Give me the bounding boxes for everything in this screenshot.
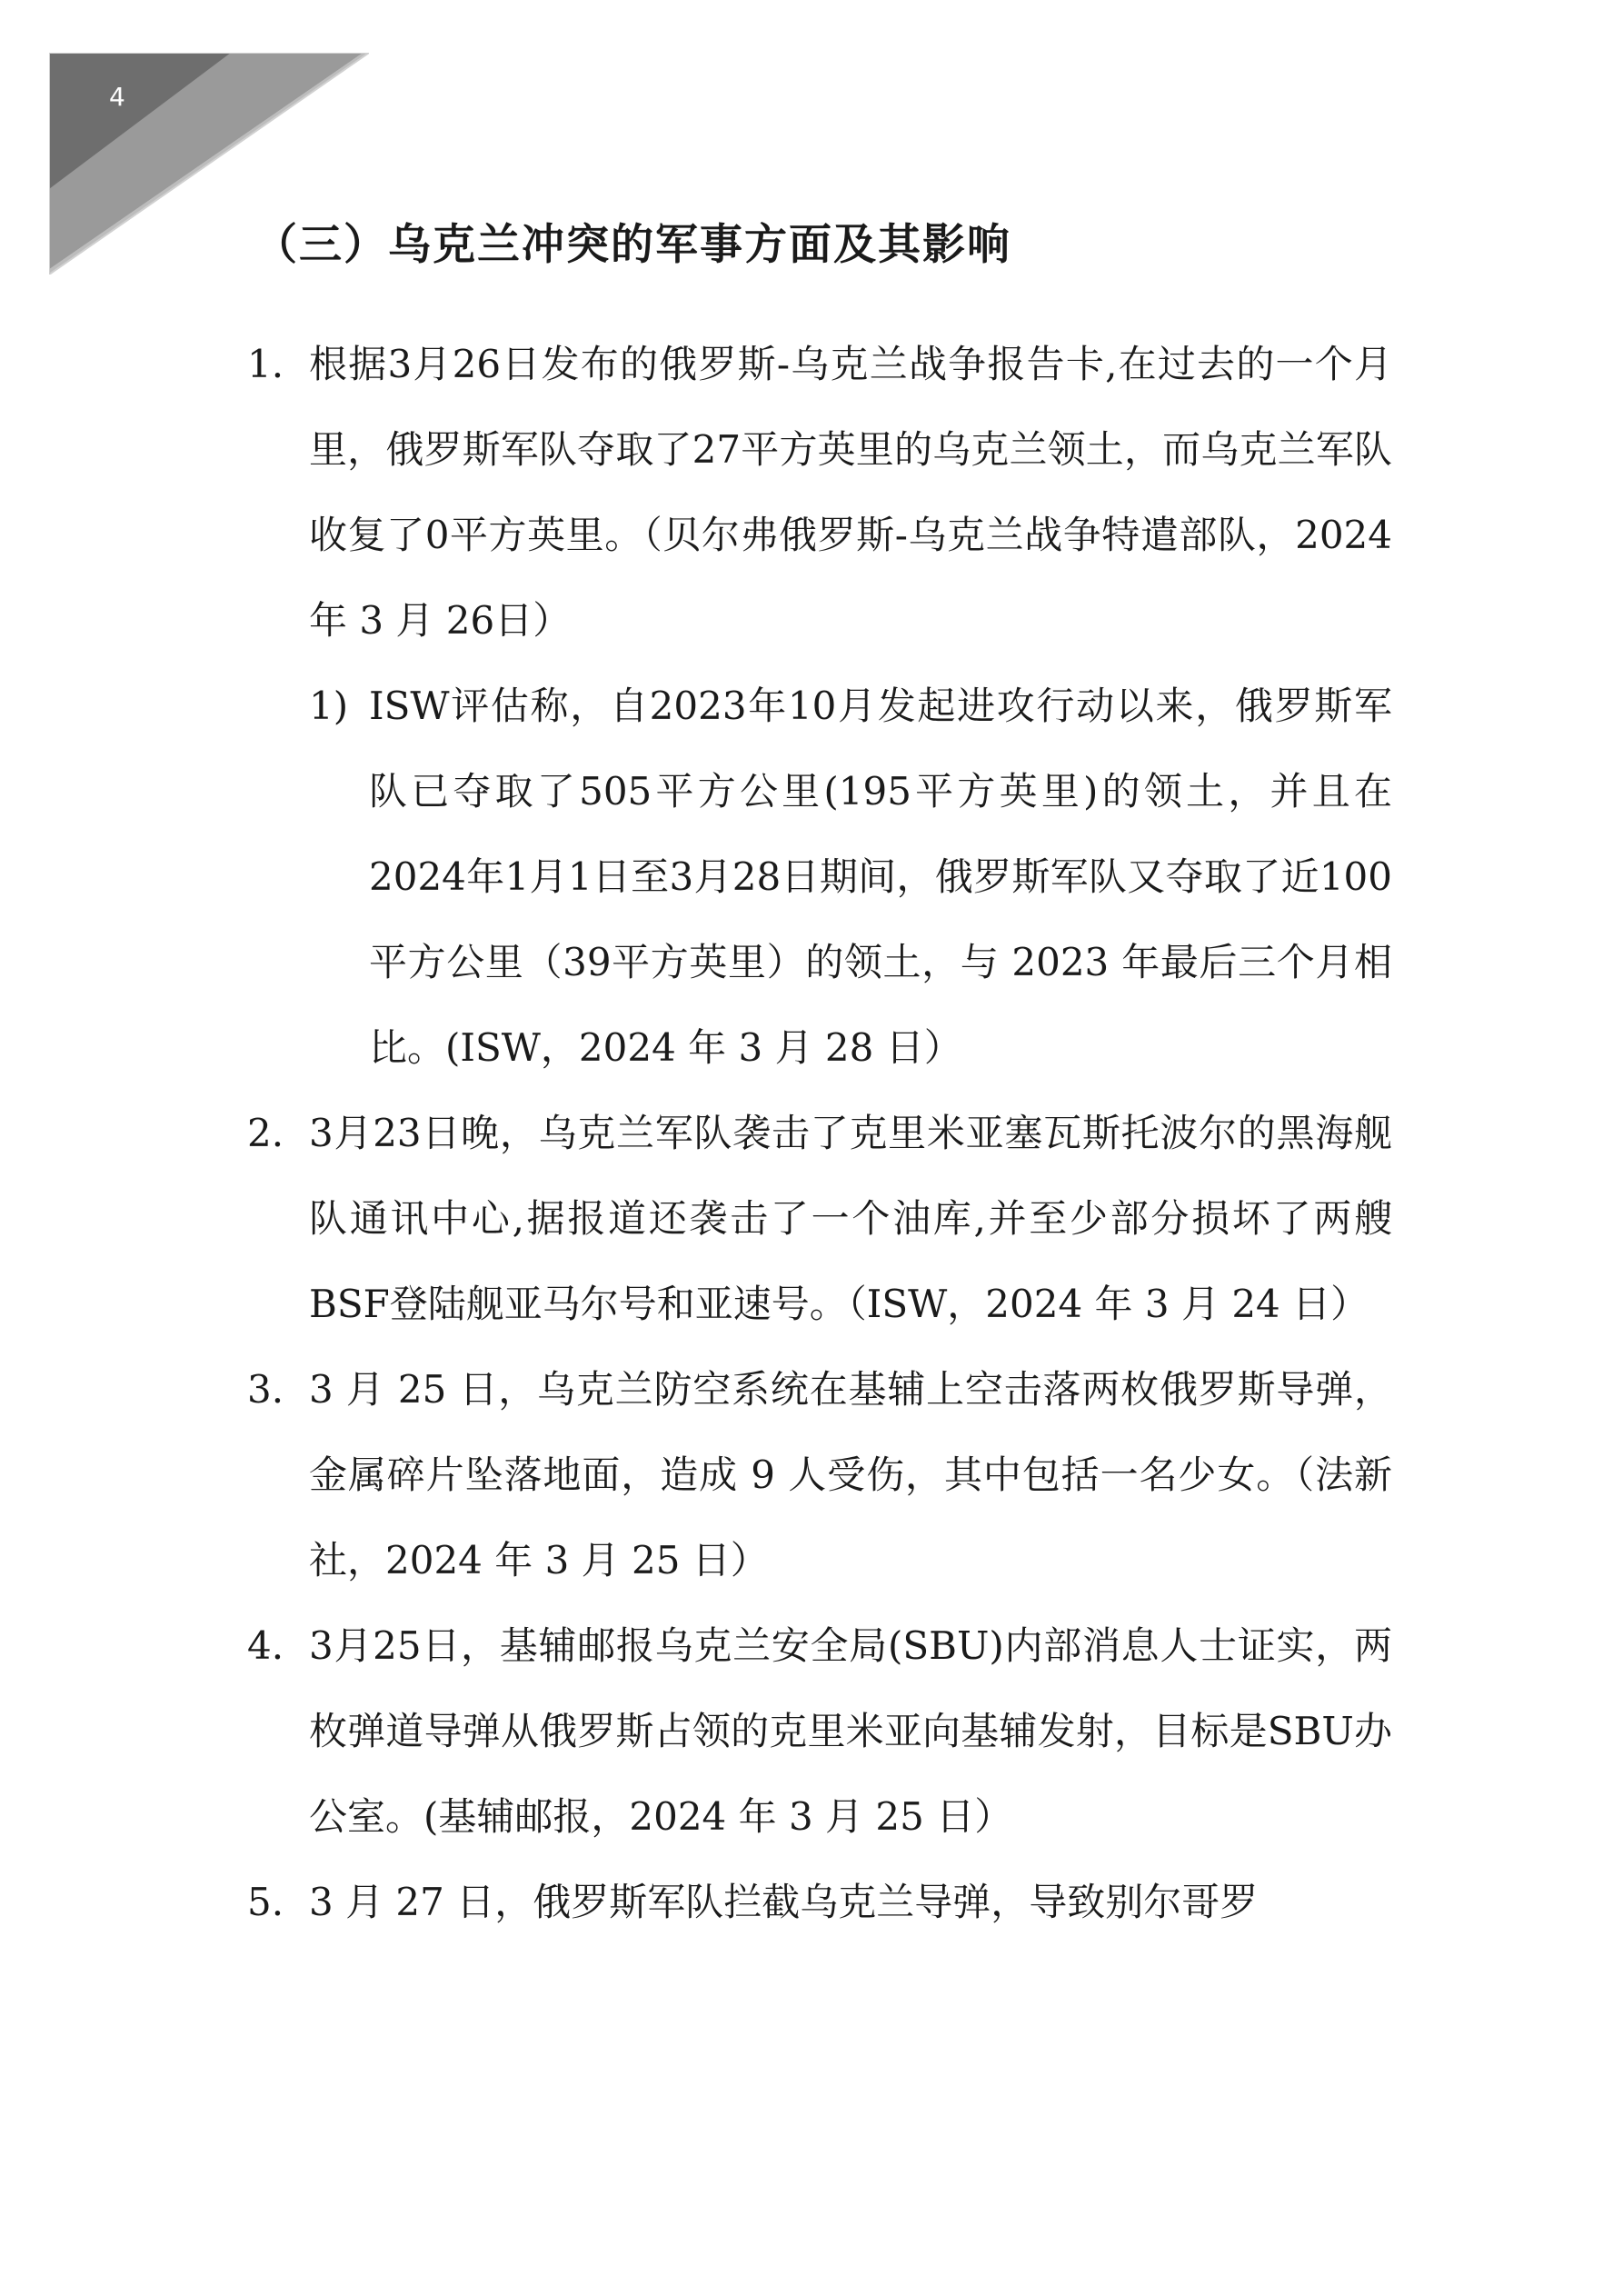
item-text: 3月25日，基辅邮报乌克兰安全局(SBU)内部消息人士证实，两枚弹道导弹从俄罗斯占领的克里米亚向基辅发射，目标是SBU办公室。(基辅邮报，2024 年 3 月 25 日）: [309, 1623, 1392, 1839]
sub-list-item: [309, 664, 1392, 1091]
item-number: 3.: [247, 1367, 284, 1412]
list-item: [247, 1347, 1392, 1603]
item-number: 2.: [247, 1111, 284, 1155]
item-text: 3 月 27 日，俄罗斯军队拦截乌克兰导弹，导致别尔哥罗: [309, 1880, 1259, 1924]
item-number: 1.: [247, 342, 284, 386]
page-number: 4: [109, 82, 125, 112]
section-title: （三）乌克兰冲突的军事方面及其影响: [254, 220, 1011, 270]
sub-item-text: ISW评估称，自2023年10月发起进攻行动以来，俄罗斯军队已夺取了505平方公里(195平方英里)的领土，并且在2024年1月1日至3月28日期间，俄罗斯军队又夺取了近100平方公里（39平方英里）的领土，与 2023 年最后三个月相比。(ISW，2024 年 3 月 28 日）: [369, 684, 1392, 1070]
content-list: [247, 322, 1392, 1945]
item-number: 4.: [247, 1623, 284, 1668]
item-text: 3 月 25 日，乌克兰防空系统在基辅上空击落两枚俄罗斯导弹，金属碎片坠落地面，造成 9 人受伤，其中包括一名少女。（法新社，2024 年 3 月 25 日）: [309, 1367, 1392, 1582]
item-text: 3月23日晚，乌克兰军队袭击了克里米亚塞瓦斯托波尔的黑海舰队通讯中心,据报道还袭击了一个油库,并至少部分损坏了两艘BSF登陆舰亚马尔号和亚速号。（ISW，2024 年 3 月 24 日）: [309, 1111, 1392, 1326]
item-number: 5.: [247, 1880, 284, 1924]
list-item: [247, 322, 1392, 664]
list-item: [247, 1860, 1392, 1945]
list-item: [247, 1603, 1392, 1860]
sub-item-number: 1): [309, 684, 349, 728]
item-text: 根据3月26日发布的俄罗斯-乌克兰战争报告卡,在过去的一个月里，俄罗斯军队夺取了27平方英里的乌克兰领土，而乌克兰军队收复了0平方英里。（贝尔弗俄罗斯-乌克兰战争特遣部队，2024 年 3 月 26日）: [309, 342, 1392, 643]
list-item: [247, 1091, 1392, 1347]
